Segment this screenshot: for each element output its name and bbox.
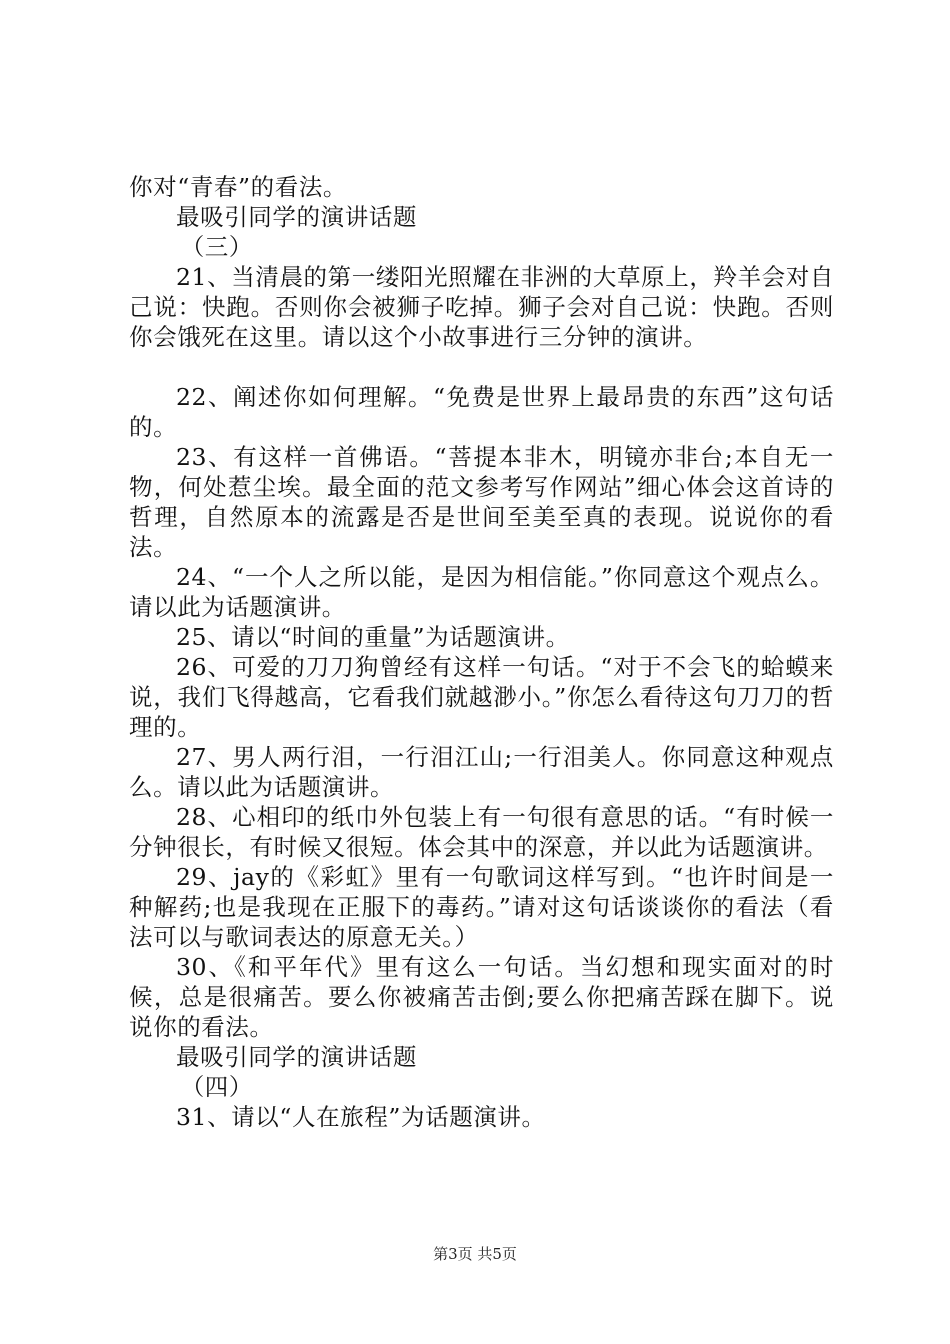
page-number-footer: 第3页 共5页 [433, 1245, 517, 1263]
topic-28: 28、心相印的纸巾外包装上有一句很有意思的话。“有时候一分钟很长，有时候又很短。体会其中的深意，并以此为话题演讲。 [129, 803, 834, 861]
topic-26: 26、可爱的刀刀狗曾经有这样一句话。“对于不会飞的蛤蟆来说，我们飞得越高，它看我们就越渺小。”你怎么看待这句刀刀的哲理的。 [129, 653, 834, 741]
section-number-4: （四） [180, 1073, 253, 1101]
document-body [129, 172, 834, 1132]
section-number-3: （三） [180, 233, 253, 261]
topic-31: 31、请以“人在旅程”为话题演讲。 [176, 1103, 546, 1131]
topic-25: 25、请以“时间的重量”为话题演讲。 [176, 623, 570, 651]
topic-21: 21、当清晨的第一缕阳光照耀在非洲的大草原上，羚羊会对自己说：快跑。否则你会被狮子吃掉。狮子会对自己说：快跑。否则你会饿死在这里。请以这个小故事进行三分钟的演讲。 [129, 263, 834, 351]
section-heading-3: 最吸引同学的演讲话题 [176, 203, 417, 231]
topic-22: 22、阐述你如何理解。“免费是世界上最昂贵的东西”这句话的。 [129, 383, 834, 441]
topic-24: 24、“一个人之所以能，是因为相信能。”你同意这个观点么。请以此为话题演讲。 [129, 563, 834, 621]
section-heading-4: 最吸引同学的演讲话题 [176, 1043, 417, 1071]
topic-23: 23、有这样一首佛语。“菩提本非木，明镜亦非台;本自无一物，何处惹尘埃。最全面的范文参考写作网站”细心体会这首诗的哲理，自然原本的流露是否是世间至美至真的表现。说说你的看法。 [129, 443, 834, 561]
topic-30: 30、《和平年代》里有这么一句话。当幻想和现实面对的时候，总是很痛苦。要么你被痛苦击倒;要么你把痛苦踩在脚下。说说你的看法。 [129, 953, 834, 1041]
topic-27: 27、男人两行泪，一行泪江山;一行泪美人。你同意这种观点么。请以此为话题演讲。 [129, 743, 834, 801]
topic-29: 29、jay的《彩虹》里有一句歌词这样写到。“也许时间是一种解药;也是我现在正服下的毒药。”请对这句话谈谈你的看法（看法可以与歌词表达的原意无关。） [129, 863, 834, 951]
paragraph-intro: 你对“青春”的看法。 [129, 173, 348, 201]
